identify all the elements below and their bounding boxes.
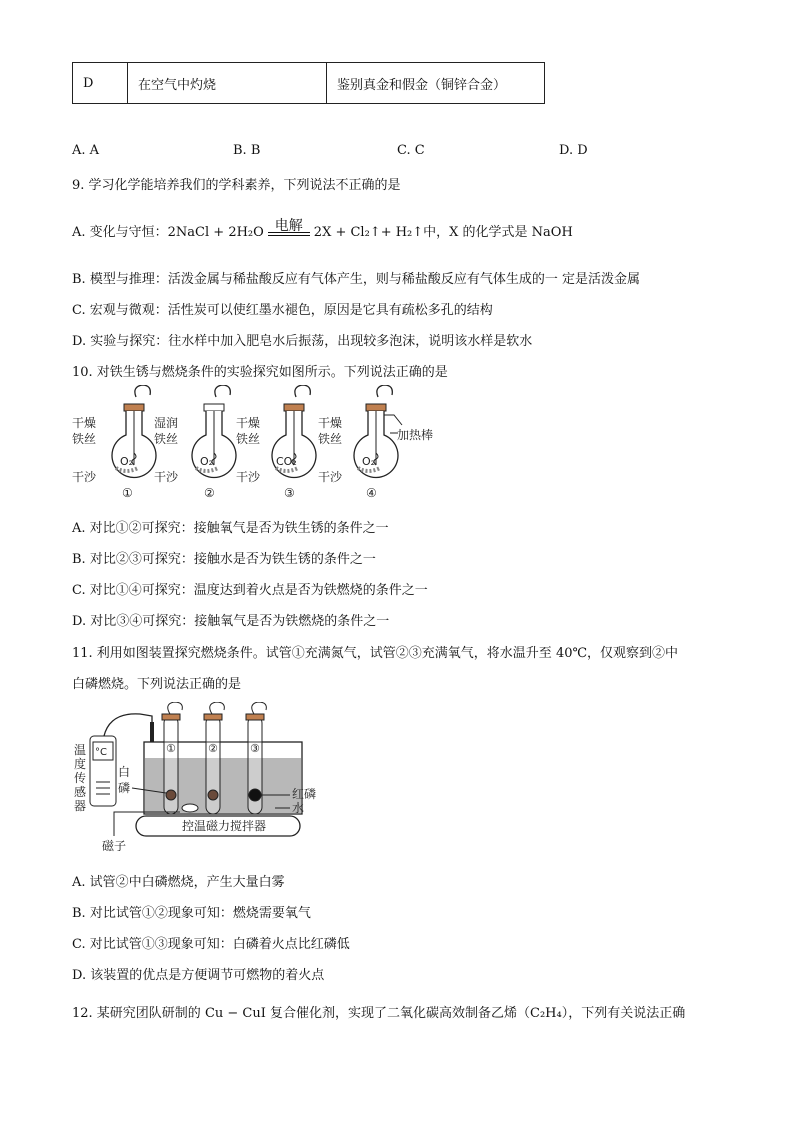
fig10-num-2: ② xyxy=(204,486,215,500)
fig10-label-top-2: 湿润 xyxy=(154,416,179,430)
q11-option-b[interactable]: B. 对比试管①②现象可知：燃烧需要氧气 xyxy=(72,906,311,921)
q11-option-c[interactable]: C. 对比试管①③现象可知：白磷着火点比红磷低 xyxy=(72,937,350,952)
q10-option-b[interactable]: B. 对比②③可探究：接触水是否为铁生锈的条件之一 xyxy=(72,552,376,567)
white-p-char-1: 白 xyxy=(118,765,131,779)
water-label: 水 xyxy=(292,801,305,815)
fig10-num-3: ③ xyxy=(284,486,295,500)
reaction-condition xyxy=(268,218,310,236)
q9-option-b[interactable]: B. 模型与推理：活泼金属与稀盐酸反应有气体产生，则与稀盐酸反应有气体生成的一 定是活泼金属 xyxy=(72,272,640,287)
choice-b[interactable]: B. B xyxy=(233,143,261,158)
fig10-label-wire-4: 铁丝 xyxy=(318,432,343,446)
q11-option-a[interactable]: A. 试管②中白磷燃烧，产生大量白雾 xyxy=(72,875,285,890)
q9-option-c[interactable]: C. 宏观与微观：活性炭可以使红墨水褪色，原因是它具有疏松多孔的结构 xyxy=(72,303,493,318)
q10-option-d[interactable]: D. 对比③④可探究：接触氧气是否为铁燃烧的条件之一 xyxy=(72,614,390,629)
fig10-label-top-4: 干燥 xyxy=(318,416,343,430)
fig10-num-1: ① xyxy=(122,486,133,500)
fig10-sand-2: 干沙 xyxy=(154,470,179,484)
fig10-label-wire-3: 铁丝 xyxy=(236,432,261,446)
magnet-stirrer-bar xyxy=(182,804,198,812)
fig10-gas-1: O₂ xyxy=(120,455,134,468)
q8-choices xyxy=(72,143,722,161)
q11-option-d[interactable]: D. 该装置的优点是方便调节可燃物的着火点 xyxy=(72,968,325,983)
flask-1 xyxy=(112,385,156,477)
q12-stem: 12. 某研究团队研制的 Cu − CuI 复合催化剂，实现了二氧化碳高效制备乙烯（C₂H₄），下列有关说法正确 xyxy=(72,1006,686,1021)
q9-option-d[interactable]: D. 实验与探究：往水样中加入肥皂水后振荡，出现较多泡沫，说明该水样是软水 xyxy=(72,334,533,349)
sensor-char-1: 温 xyxy=(74,743,87,757)
fig10-heater-label: 加热棒 xyxy=(397,428,434,442)
tube-num-1: ① xyxy=(166,742,176,755)
table-cell-method: 在空气中灼烧 xyxy=(128,63,327,104)
q11-stem-line1: 11. 利用如图装置探究燃烧条件。试管①充满氮气，试管②③充满氧气，将水温升至 40℃，仅观察到②中 xyxy=(72,646,679,661)
fig10-label-top-1: 干燥 xyxy=(72,416,97,430)
choice-d[interactable]: D. D xyxy=(559,143,588,158)
stirrer-label: 控温磁力搅拌器 xyxy=(182,819,267,833)
sensor-unit: °C xyxy=(95,747,107,758)
q9-option-a[interactable] xyxy=(72,218,573,240)
combustion-apparatus-figure xyxy=(70,702,330,854)
table-row xyxy=(73,63,545,104)
tube-num-2: ② xyxy=(208,742,218,755)
fig10-gas-4: O₂ xyxy=(362,455,376,468)
condition-label: 电解 xyxy=(274,218,303,234)
flask-2 xyxy=(192,385,236,477)
fig10-sand-3: 干沙 xyxy=(236,470,261,484)
fig10-num-4: ④ xyxy=(366,486,377,500)
q9-a-reactants: 2NaCl + 2H₂O xyxy=(167,225,264,240)
fig10-label-wire-2: 铁丝 xyxy=(154,432,179,446)
fig10-label-wire-1: 铁丝 xyxy=(72,432,97,446)
choice-a[interactable]: A. A xyxy=(72,143,100,158)
sensor-char-5: 器 xyxy=(74,799,87,813)
sensor-char-4: 感 xyxy=(74,785,87,799)
fig10-gas-3: CO₂ xyxy=(276,455,297,468)
q10-option-c[interactable]: C. 对比①④可探究：温度达到着火点是否为铁燃烧的条件之一 xyxy=(72,583,428,598)
fig10-sand-4: 干沙 xyxy=(318,470,343,484)
choice-c[interactable]: C. C xyxy=(397,143,425,158)
sensor-char-3: 传 xyxy=(74,771,87,785)
table-cell-purpose: 鉴别真金和假金（铜锌合金） xyxy=(327,63,545,104)
sensor-char-2: 度 xyxy=(74,757,87,771)
fig10-label-top-3: 干燥 xyxy=(236,416,261,430)
fig10-sand-1: 干沙 xyxy=(72,470,97,484)
q11-stem-line2: 白磷燃烧。下列说法正确的是 xyxy=(72,677,242,692)
iron-rust-figure xyxy=(70,385,450,503)
white-p-char-2: 磷 xyxy=(118,781,131,795)
red-p-label: 红磷 xyxy=(292,787,317,801)
q9-a-prefix: A. 变化与守恒： xyxy=(72,225,168,240)
magnet-label: 磁子 xyxy=(102,839,127,853)
q9-stem: 9. 学习化学能培养我们的学科素养，下列说法不正确的是 xyxy=(72,178,401,193)
q10-stem: 10. 对铁生锈与燃烧条件的实验探究如图所示。下列说法正确的是 xyxy=(72,365,448,380)
options-table xyxy=(72,62,545,104)
tube-num-3: ③ xyxy=(250,742,260,755)
q10-option-a[interactable]: A. 对比①②可探究：接触氧气是否为铁生锈的条件之一 xyxy=(72,521,389,536)
fig10-gas-2: O₂ xyxy=(200,455,214,468)
q9-a-products: 2X + Cl₂↑+ H₂↑中，X 的化学式是 NaOH xyxy=(313,225,573,240)
table-cell-letter: D xyxy=(73,63,128,104)
